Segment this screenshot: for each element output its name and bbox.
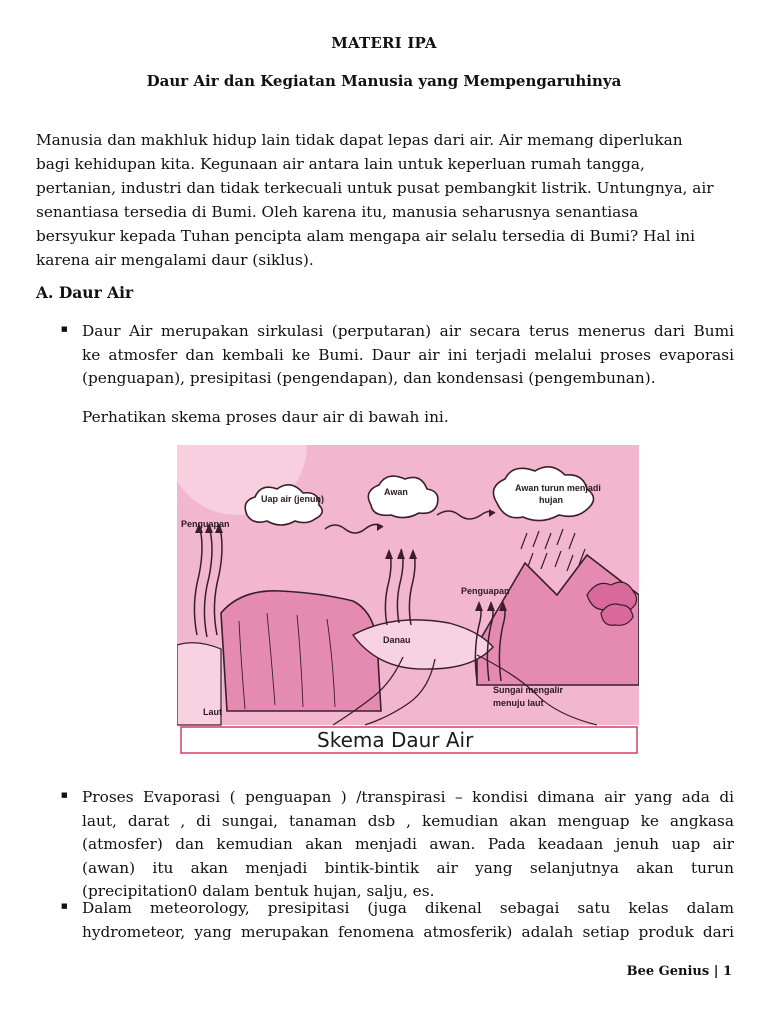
paragraph-line: (penguapan), presipitasi (pengendapan), dan kondensasi (pengembunan).	[82, 369, 656, 387]
paragraph-line: Dalam meteorology, presipitasi (juga dikenal sebagai satu kelas dalam	[82, 899, 734, 917]
label-sungai: Sungai mengalir	[493, 685, 564, 695]
paragraph-line: laut, darat , di sungai, tanaman dsb , kemudian akan menguap ke angkasa	[82, 811, 734, 830]
label-awan-turun: Awan turun menjadi	[515, 483, 601, 493]
intro-line: senantiasa tersedia di Bumi. Oleh karena itu, manusia seharusnya senantiasa	[36, 203, 639, 221]
water-cycle-illustration	[177, 445, 639, 757]
paragraph-line: (precipitation0 dalam bentuk hujan, salju, es.	[82, 882, 435, 900]
intro-line: pertanian, industri dan tidak terkecuali untuk pusat pembangkit listrik. Untungnya, air	[36, 179, 714, 197]
water-cycle-diagram	[177, 445, 639, 757]
diagram-caption: Skema Daur Air	[317, 728, 474, 752]
bullet-icon: ■	[61, 791, 68, 799]
section-heading: A. Daur Air	[36, 283, 134, 302]
paragraph-line: ke atmosfer dan kembali ke Bumi. Daur air ini terjadi melalui proses evaporasi	[82, 345, 734, 364]
label-danau: Danau	[383, 635, 411, 645]
intro-line: bersyukur kepada Tuhan pencipta alam mengapa air selalu tersedia di Bumi? Hal ini	[36, 227, 695, 245]
paragraph-line: (atmosfer) dan kemudian akan menjadi awan. Pada keadaan jenuh uap air	[82, 835, 734, 853]
page-footer: Bee Genius | 1	[626, 964, 732, 979]
intro-line: karena air mengalami daur (siklus).	[36, 251, 314, 269]
label-penguapan-right: Penguapan	[461, 586, 510, 596]
paragraph-line: (awan) itu akan menjadi bintik-bintik air yang selanjutnya akan turun	[82, 858, 734, 877]
bullet-icon: ■	[61, 325, 68, 333]
label-uap-air: Uap air (jenuh)	[261, 494, 325, 504]
intro-line: Manusia dan makhluk hidup lain tidak dapat lepas dari air. Air memang diperlukan	[36, 131, 683, 149]
cliff-shape	[221, 591, 381, 711]
bullet-paragraph-evaporasi	[82, 786, 734, 904]
diagram-intro-text: Perhatikan skema proses daur air di bawah ini.	[82, 408, 449, 426]
document-subtitle: Daur Air dan Kegiatan Manusia yang Mempengaruhinya	[146, 72, 622, 90]
intro-line: bagi kehidupan kita. Kegunaan air antara lain untuk keperluan rumah tangga,	[36, 155, 645, 173]
document-title: MATERI IPA	[331, 34, 437, 52]
bullet-icon: ■	[61, 902, 68, 910]
label-penguapan-left: Penguapan	[181, 519, 230, 529]
label-hujan: hujan	[539, 495, 563, 505]
paragraph-line: hydrometeor, yang merupakan fenomena atmosferik) adalah setiap produk dari	[82, 922, 734, 941]
paragraph-line: Proses Evaporasi ( penguapan ) /transpirasi – kondisi dimana air yang ada di	[82, 788, 734, 806]
bullet-paragraph-presipitasi	[82, 897, 734, 944]
label-awan: Awan	[384, 487, 408, 497]
paragraph-line: Daur Air merupakan sirkulasi (perputaran) air secara terus menerus dari Bumi	[82, 322, 734, 340]
label-menuju-laut: menuju laut	[493, 698, 544, 708]
label-laut: Laut	[203, 707, 222, 717]
bullet-paragraph-daur-air	[82, 320, 734, 391]
intro-paragraph	[36, 128, 736, 272]
